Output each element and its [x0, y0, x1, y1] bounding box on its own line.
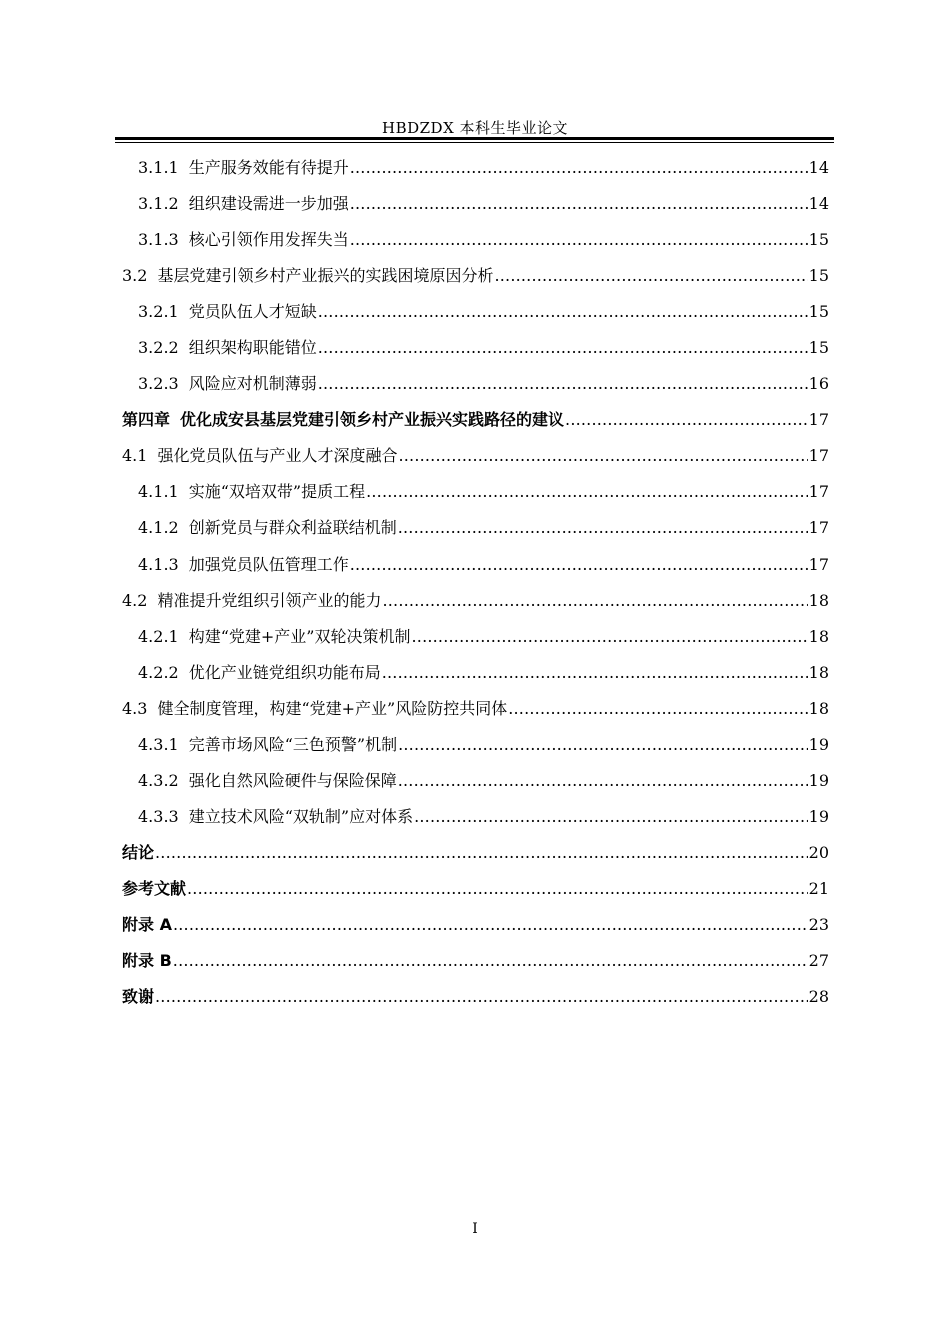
toc-entry[interactable]	[122, 330, 829, 366]
toc-entry-page: 18	[808, 662, 829, 682]
toc-entry-page: 18	[808, 626, 829, 646]
toc-dot-leader	[318, 366, 808, 402]
toc-entry-page: 17	[808, 518, 829, 538]
toc-entry[interactable]	[122, 510, 829, 546]
toc-entry[interactable]	[122, 979, 829, 1015]
toc-entry-number: 3.2.1	[138, 302, 179, 322]
toc-dot-leader	[318, 294, 808, 330]
toc-entry-text: 精准提升党组织引领产业的能力	[157, 590, 382, 610]
toc-entry-page: 17	[808, 554, 829, 574]
toc-entry-page: 17	[808, 482, 829, 502]
toc-entry-text: 优化成安县基层党建引领乡村产业振兴实践路径的建议	[180, 410, 565, 430]
toc-dot-leader	[414, 799, 808, 835]
toc-entry-number: 4.2.2	[138, 662, 179, 682]
toc-entry-page: 15	[808, 266, 829, 286]
toc-entry-number: 4.2	[122, 590, 148, 610]
toc-entry-page: 21	[808, 878, 829, 898]
toc-entry-text: 生产服务效能有待提升	[188, 158, 349, 177]
toc-entry-page: 15	[808, 230, 829, 250]
toc-dot-leader	[382, 583, 807, 619]
toc-entry[interactable]	[122, 222, 829, 258]
toc-entry-text: 附录 A	[122, 914, 172, 934]
toc-entry-text: 创新党员与群众利益联结机制	[188, 518, 397, 538]
toc-entry-title	[138, 474, 365, 510]
toc-entry-text: 核心引领作用发挥失当	[188, 230, 349, 250]
toc-entry-text: 附录 B	[122, 951, 172, 971]
toc-entry-text: 建立技术风险“双轨制”应对体系	[188, 806, 414, 826]
toc-entry-number: 4.1.3	[138, 554, 179, 574]
toc-entry-title	[138, 510, 397, 546]
toc-entry-title	[122, 583, 381, 619]
toc-entry-number: 4.1.2	[138, 518, 179, 538]
toc-dot-leader	[173, 907, 808, 943]
toc-dot-leader	[155, 979, 808, 1015]
toc-dot-leader	[350, 150, 808, 186]
toc-entry[interactable]	[122, 150, 829, 186]
toc-dot-leader	[494, 258, 807, 294]
toc-entry-text: 组织建设需进一步加强	[188, 194, 349, 214]
toc-entry[interactable]	[122, 402, 829, 438]
toc-entry-page: 19	[808, 734, 829, 754]
toc-entry-title	[138, 655, 381, 691]
toc-entry-text: 构建“党建+产业”双轮决策机制	[188, 626, 411, 646]
toc-entry-text: 结论	[122, 842, 155, 862]
toc-entry-page: 27	[808, 951, 829, 971]
toc-entry-title	[122, 871, 186, 907]
toc-entry[interactable]	[122, 907, 829, 943]
table-of-contents	[122, 150, 829, 1015]
toc-entry-number: 3.1.3	[138, 230, 179, 250]
toc-entry-page: 18	[808, 698, 829, 718]
toc-entry[interactable]	[122, 727, 829, 763]
toc-entry-text: 强化自然风险硬件与保险保障	[188, 770, 397, 790]
toc-entry-number: 4.3.3	[138, 806, 179, 826]
toc-entry-title	[138, 547, 349, 583]
toc-entry-title	[138, 763, 397, 799]
toc-entry-page: 18	[808, 590, 829, 610]
toc-entry-title	[122, 438, 397, 474]
toc-entry-title	[138, 330, 317, 366]
toc-entry[interactable]	[122, 655, 829, 691]
toc-entry-text: 党员队伍人才短缺	[188, 302, 317, 322]
toc-entry-title	[122, 691, 507, 727]
toc-entry-number: 3.1.1	[138, 158, 179, 177]
toc-dot-leader	[565, 402, 808, 438]
toc-entry-number: 3.2	[122, 266, 148, 286]
toc-entry-text: 组织架构职能错位	[188, 338, 317, 358]
toc-entry-page: 14	[808, 158, 829, 177]
toc-entry-page: 16	[808, 374, 829, 394]
toc-dot-leader	[366, 474, 808, 510]
toc-entry[interactable]	[122, 619, 829, 655]
toc-entry-title	[122, 258, 493, 294]
toc-entry-number: 3.2.3	[138, 374, 179, 394]
toc-dot-leader	[173, 943, 808, 979]
toc-entry-title	[122, 943, 172, 979]
toc-entry-number: 3.1.2	[138, 194, 179, 214]
toc-entry-page: 17	[808, 410, 829, 430]
toc-dot-leader	[155, 835, 808, 871]
toc-entry[interactable]	[122, 835, 829, 871]
toc-dot-leader	[318, 330, 808, 366]
toc-entry-title	[122, 402, 564, 438]
toc-entry-page: 23	[808, 914, 829, 934]
toc-entry[interactable]	[122, 438, 829, 474]
toc-entry-title	[138, 186, 349, 222]
toc-entry-number: 第四章	[122, 410, 171, 430]
toc-entry-title	[122, 907, 172, 943]
toc-entry-page: 20	[808, 842, 829, 862]
toc-entry[interactable]	[122, 366, 829, 402]
toc-entry-number: 4.3	[122, 698, 148, 718]
toc-entry[interactable]	[122, 294, 829, 330]
toc-entry-text: 参考文献	[122, 878, 187, 898]
toc-entry-number: 4.1.1	[138, 482, 179, 502]
toc-entry-title	[138, 727, 397, 763]
toc-entry[interactable]	[122, 943, 829, 979]
toc-entry-title	[138, 619, 411, 655]
toc-entry[interactable]	[122, 871, 829, 907]
toc-entry-number: 4.2.1	[138, 626, 179, 646]
toc-dot-leader	[350, 547, 808, 583]
toc-entry-text: 实施“双培双带”提质工程	[188, 482, 366, 502]
toc-entry[interactable]	[122, 799, 829, 835]
toc-dot-leader	[398, 727, 808, 763]
toc-dot-leader	[382, 655, 808, 691]
toc-entry-title	[122, 835, 154, 871]
toc-entry-title	[122, 979, 154, 1015]
toc-entry-number: 3.2.2	[138, 338, 179, 358]
toc-entry-title	[138, 222, 349, 258]
toc-entry-text: 健全制度管理，构建“党建+产业”风险防控共同体	[157, 698, 508, 718]
toc-entry-text: 风险应对机制薄弱	[188, 374, 317, 394]
toc-dot-leader	[398, 510, 808, 546]
toc-entry-page: 15	[808, 302, 829, 322]
toc-entry-number: 4.3.1	[138, 734, 179, 754]
header-rule-thin	[115, 142, 834, 143]
toc-entry[interactable]	[122, 691, 829, 727]
toc-entry-page: 14	[808, 194, 829, 214]
toc-dot-leader	[187, 871, 808, 907]
toc-dot-leader	[350, 186, 808, 222]
toc-entry-text: 优化产业链党组织功能布局	[188, 662, 381, 682]
toc-entry-number: 4.1	[122, 446, 148, 466]
toc-entry[interactable]	[122, 763, 829, 799]
toc-entry-text: 完善市场风险“三色预警”机制	[188, 734, 398, 754]
toc-dot-leader	[508, 691, 807, 727]
toc-dot-leader	[350, 222, 808, 258]
toc-entry-text: 基层党建引领乡村产业振兴的实践困境原因分析	[157, 266, 494, 286]
header-rule-thick	[115, 137, 834, 140]
toc-entry-title	[138, 150, 349, 186]
toc-entry[interactable]	[122, 258, 829, 294]
toc-dot-leader	[398, 763, 808, 799]
page-header-title: HBDZDX 本科生毕业论文	[381, 119, 569, 137]
toc-entry[interactable]	[122, 474, 829, 510]
footer-page-number: I	[472, 1221, 478, 1237]
toc-dot-leader	[398, 438, 807, 474]
toc-entry[interactable]	[122, 547, 829, 583]
toc-entry-title	[138, 294, 317, 330]
toc-entry-page: 15	[808, 338, 829, 358]
toc-entry-page: 19	[808, 770, 829, 790]
toc-entry-page: 28	[808, 987, 829, 1007]
toc-entry-number: 4.3.2	[138, 770, 179, 790]
toc-entry-page: 19	[808, 806, 829, 826]
toc-dot-leader	[412, 619, 808, 655]
toc-entry[interactable]	[122, 186, 829, 222]
toc-entry[interactable]	[122, 583, 829, 619]
toc-entry-title	[138, 366, 317, 402]
toc-entry-title	[138, 799, 413, 835]
toc-entry-text: 加强党员队伍管理工作	[188, 554, 349, 574]
toc-entry-page: 17	[808, 446, 829, 466]
toc-entry-text: 强化党员队伍与产业人才深度融合	[157, 446, 398, 466]
toc-entry-text: 致谢	[122, 987, 155, 1007]
